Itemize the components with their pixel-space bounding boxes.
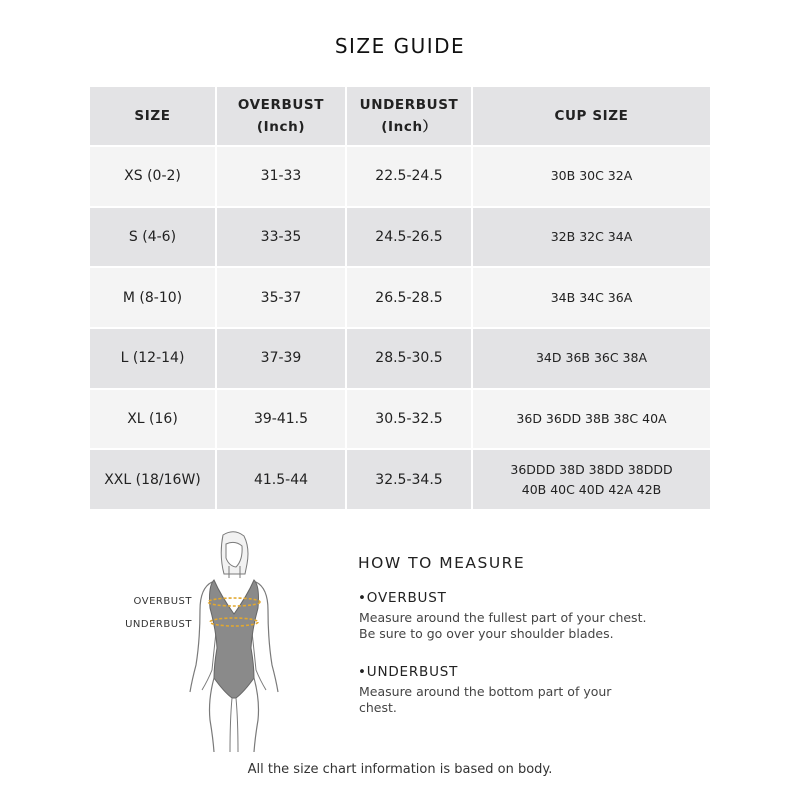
header-size: SIZE	[90, 87, 215, 145]
body-figure	[120, 530, 340, 755]
body-illustration	[120, 530, 340, 755]
overbust-label: OVERBUST	[133, 596, 192, 607]
cell-size: XXL (18/16W)	[90, 450, 215, 509]
table-row	[90, 450, 710, 509]
cell-size: M (8-10)	[90, 268, 215, 327]
header-underbust: UNDERBUST (Inch）	[347, 87, 471, 145]
cell-cup: 36DDD 38D 38DD 38DDD 40B 40C 40D 42A 42B	[473, 450, 710, 509]
cell-size: S (4-6)	[90, 208, 215, 267]
cell-underbust: 26.5-28.5	[347, 268, 471, 327]
cell-cup: 30B 30C 32A	[473, 147, 710, 206]
cell-cup: 34B 34C 36A	[473, 268, 710, 327]
cell-underbust: 32.5-34.5	[347, 450, 471, 509]
cell-overbust: 31-33	[217, 147, 345, 206]
header-overbust: OVERBUST (Inch)	[217, 87, 345, 145]
measure-heading: HOW TO MEASURE	[358, 554, 526, 572]
table-row	[90, 147, 710, 206]
cell-size: XS (0-2)	[90, 147, 215, 206]
cell-underbust: 24.5-26.5	[347, 208, 471, 267]
cell-overbust: 33-35	[217, 208, 345, 267]
table-header-row	[90, 87, 710, 145]
cell-cup: 34D 36B 36C 38A	[473, 329, 710, 388]
right-leg-inner	[236, 698, 238, 752]
right-arm	[256, 582, 278, 692]
footer-note: All the size chart information is based on body.	[247, 762, 553, 777]
cell-underbust: 22.5-24.5	[347, 147, 471, 206]
cell-overbust: 39-41.5	[217, 390, 345, 449]
underbust-description: Measure around the bottom part of your chest.	[359, 684, 612, 715]
cell-underbust: 28.5-30.5	[347, 329, 471, 388]
left-arm	[190, 582, 212, 692]
cell-overbust: 37-39	[217, 329, 345, 388]
table-row	[90, 268, 710, 327]
overbust-heading: •OVERBUST	[358, 590, 447, 606]
size-table	[88, 85, 712, 511]
right-leg	[254, 678, 259, 752]
cell-underbust: 30.5-32.5	[347, 390, 471, 449]
cell-size: L (12-14)	[90, 329, 215, 388]
underbust-label: UNDERBUST	[125, 619, 192, 630]
overbust-description: Measure around the fullest part of your chest. Be sure to go over your shoulder blades.	[359, 610, 647, 641]
underbust-heading: •UNDERBUST	[358, 664, 459, 680]
cell-overbust: 41.5-44	[217, 450, 345, 509]
table-row	[90, 329, 710, 388]
left-leg	[210, 678, 215, 752]
cell-size: XL (16)	[90, 390, 215, 449]
cell-overbust: 35-37	[217, 268, 345, 327]
table-row	[90, 390, 710, 449]
how-to-measure	[358, 554, 738, 716]
left-leg-inner	[230, 698, 232, 752]
page-title: SIZE GUIDE	[334, 34, 466, 58]
cell-cup: 32B 32C 34A	[473, 208, 710, 267]
table-row	[90, 208, 710, 267]
cell-cup: 36D 36DD 38B 38C 40A	[473, 390, 710, 449]
header-cup-size: CUP SIZE	[473, 87, 710, 145]
